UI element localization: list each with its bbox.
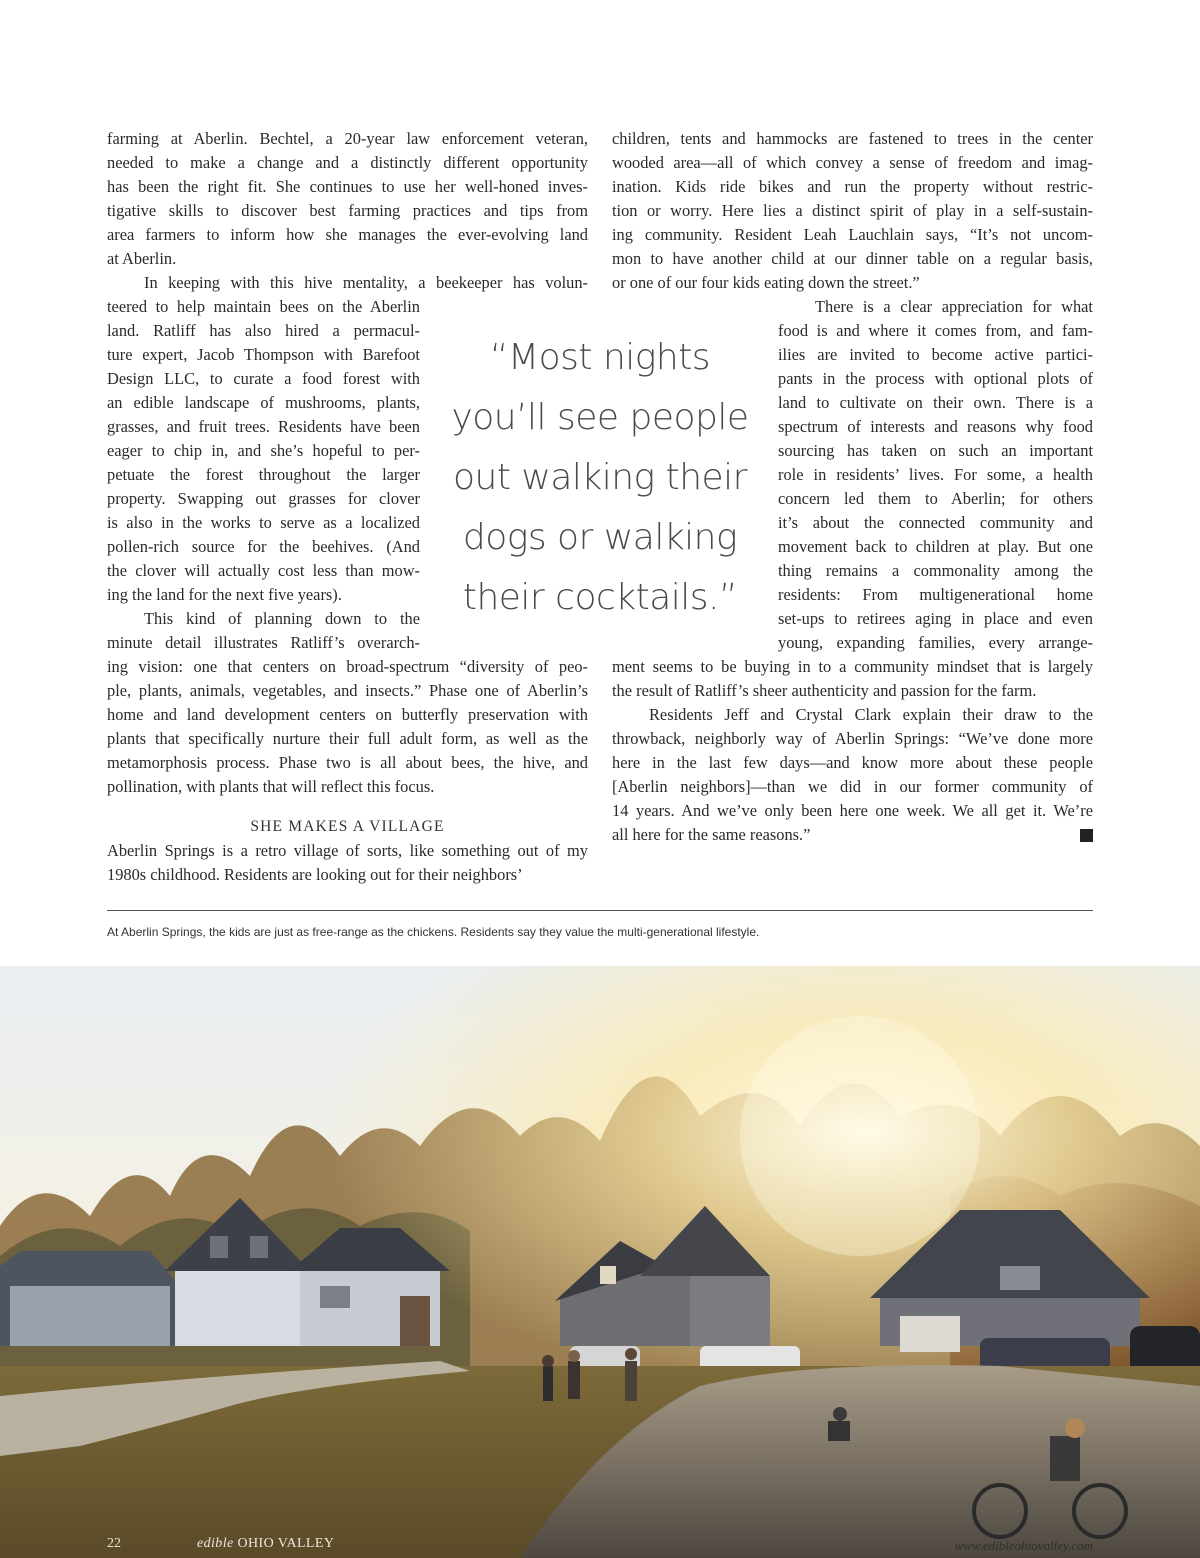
text-line: the result of Ratliff’s sheer authenticity and passion for the farm. xyxy=(612,681,1037,700)
text-line: wooded area—all of which convey a sense of freedom and imag- xyxy=(612,153,1093,172)
text-line: residents: From multigenerational home xyxy=(778,585,1093,604)
text-line: ment seems to be buying in to a community mindset that is largely xyxy=(612,657,1093,676)
text-line: grasses, and fruit trees. Residents have been xyxy=(107,417,420,436)
text-line: plants that specifically nurture their full adult form, as well as the xyxy=(107,729,588,748)
text-line: minute detail illustrates Ratliff’s overarch- xyxy=(107,633,420,652)
paragraph xyxy=(612,127,1093,295)
text-line: land. Ratliff has also hired a permacul- xyxy=(107,321,420,340)
text-line: an edible landscape of mushrooms, plants, xyxy=(107,393,420,412)
text-line: all here for the same reasons.” xyxy=(612,823,1093,847)
photo-caption: At Aberlin Springs, the kids are just as free-range as the chickens. Residents say they value the multi-generational lifestyle. xyxy=(107,925,760,939)
text-line: ture expert, Jacob Thompson with Barefoot xyxy=(107,345,420,364)
text-line: young, expanding families, every arrange- xyxy=(778,633,1093,652)
text-line: teered to help maintain bees on the Aberlin xyxy=(107,297,420,316)
text-line: ple, plants, animals, vegetables, and insects.” Phase one of Aberlin’s xyxy=(107,681,588,700)
text-line: ing community. Resident Leah Lauchlain says, “It’s not uncom- xyxy=(612,225,1093,244)
text-line: In keeping with this hive mentality, a beekeeper has volun- xyxy=(144,273,588,292)
paragraph xyxy=(612,295,1093,703)
text-line: food is and where it comes from, and fam- xyxy=(778,321,1093,340)
pull-quote-line: dogs or walking xyxy=(462,517,738,558)
page-number: 22 xyxy=(107,1536,121,1551)
text-line: pollen-rich source for the beehives. (And xyxy=(107,537,420,556)
text-line: the clover will actually cost less than mow- xyxy=(107,561,420,580)
text-line: concern led them to Aberlin; for others xyxy=(778,489,1093,508)
text-line: ilies are invited to become active partici- xyxy=(778,345,1093,364)
text-line: it’s about the connected community and xyxy=(778,513,1093,532)
text-line: pants in the process with optional plots of xyxy=(778,369,1093,388)
text-line: metamorphosis process. Phase two is all about bees, the hive, and xyxy=(107,753,588,772)
section-subhead: SHE MAKES A VILLAGE xyxy=(250,818,445,835)
text-line: home and land development centers on butterfly preservation with xyxy=(107,705,588,724)
text-line: land to cultivate on their own. There is a xyxy=(778,393,1093,412)
text-line: area farmers to inform how she manages the ever-evolving land xyxy=(107,225,588,244)
paragraph xyxy=(107,607,588,799)
text-line: ing vision: one that centers on broad-spectrum “diversity of peo- xyxy=(107,657,588,676)
text-line: is also in the works to serve as a localized xyxy=(107,513,420,532)
text-line: property. Swapping out grasses for clover xyxy=(107,489,420,508)
paragraph xyxy=(612,703,1093,847)
pull-quote-line: their cocktails.” xyxy=(462,577,738,618)
paragraph xyxy=(107,839,588,887)
text-line: spectrum of interests and reasons why food xyxy=(778,417,1093,436)
text-line: ing the land for the next five years). xyxy=(107,585,342,604)
end-mark-icon xyxy=(1080,829,1093,842)
text-line: has been the right fit. She continues to use her well-honed inves- xyxy=(107,177,588,196)
magazine-name xyxy=(197,1536,334,1552)
text-line: tion or worry. Here lies a distinct spirit of play in a self-sustain- xyxy=(612,201,1093,220)
text-line: set-ups to retirees aging in place and even xyxy=(778,609,1093,628)
text-line: petuate the forest throughout the larger xyxy=(107,465,420,484)
magazine-name-italic: edible xyxy=(197,1536,234,1551)
text-line: 14 years. And we’ve only been here one week. We all get it. We’re xyxy=(612,801,1093,820)
text-line: role in residents’ lives. For some, a health xyxy=(778,465,1093,484)
text-line: children, tents and hammocks are fastened to trees in the center xyxy=(612,129,1093,148)
caption-rule xyxy=(107,910,1093,911)
text-line: pollination, with plants that will reflect this focus. xyxy=(107,777,435,796)
text-line: needed to make a change and a distinctly different opportunity xyxy=(107,153,588,172)
text-line: ination. Kids ride bikes and run the property without restric- xyxy=(612,177,1093,196)
text-line: here in the last few days—and know more about these people xyxy=(612,753,1093,772)
text-line: throwback, neighborly way of Aberlin Springs: “We’ve done more xyxy=(612,729,1093,748)
text-line: at Aberlin. xyxy=(107,249,177,268)
website-link[interactable]: www.edibleohiovalley.com xyxy=(954,1538,1093,1553)
text-line: Aberlin Springs is a retro village of sorts, like something out of my xyxy=(107,841,588,860)
text-line: This kind of planning down to the xyxy=(144,609,420,628)
neighborhood-photo xyxy=(0,966,1200,1558)
paragraph xyxy=(107,127,588,271)
text-line: There is a clear appreciation for what xyxy=(815,297,1093,316)
text-line: tigative skills to discover best farming practices and tips from xyxy=(107,201,588,220)
pull-quote-line: out walking their xyxy=(452,457,747,498)
text-line: Residents Jeff and Crystal Clark explain their draw to the xyxy=(649,705,1093,724)
text-line: 1980s childhood. Residents are looking out for their neighbors’ xyxy=(107,865,523,884)
magazine-name-caps: OHIO VALLEY xyxy=(237,1536,335,1551)
pull-quote-line: “Most nights xyxy=(489,337,711,378)
text-line: thing remains a commonality among the xyxy=(778,561,1093,580)
right-text-column xyxy=(612,127,1093,847)
text-line: Design LLC, to curate a food forest with xyxy=(107,369,420,388)
text-line: farming at Aberlin. Bechtel, a 20-year law enforcement veteran, xyxy=(107,129,588,148)
pull-quote-line: you’ll see people xyxy=(451,397,749,438)
text-line: sourcing has taken on such an important xyxy=(778,441,1093,460)
text-line: [Aberlin neighbors]—than we did in our former community of xyxy=(612,777,1093,796)
text-line: movement back to children at play. But one xyxy=(778,537,1093,556)
text-line: eager to chip in, and she’s hopeful to per- xyxy=(107,441,420,460)
text-line: or one of our four kids eating down the street.” xyxy=(612,273,920,292)
text-line: mon to have another child at our dinner table on a regular basis, xyxy=(612,249,1093,268)
